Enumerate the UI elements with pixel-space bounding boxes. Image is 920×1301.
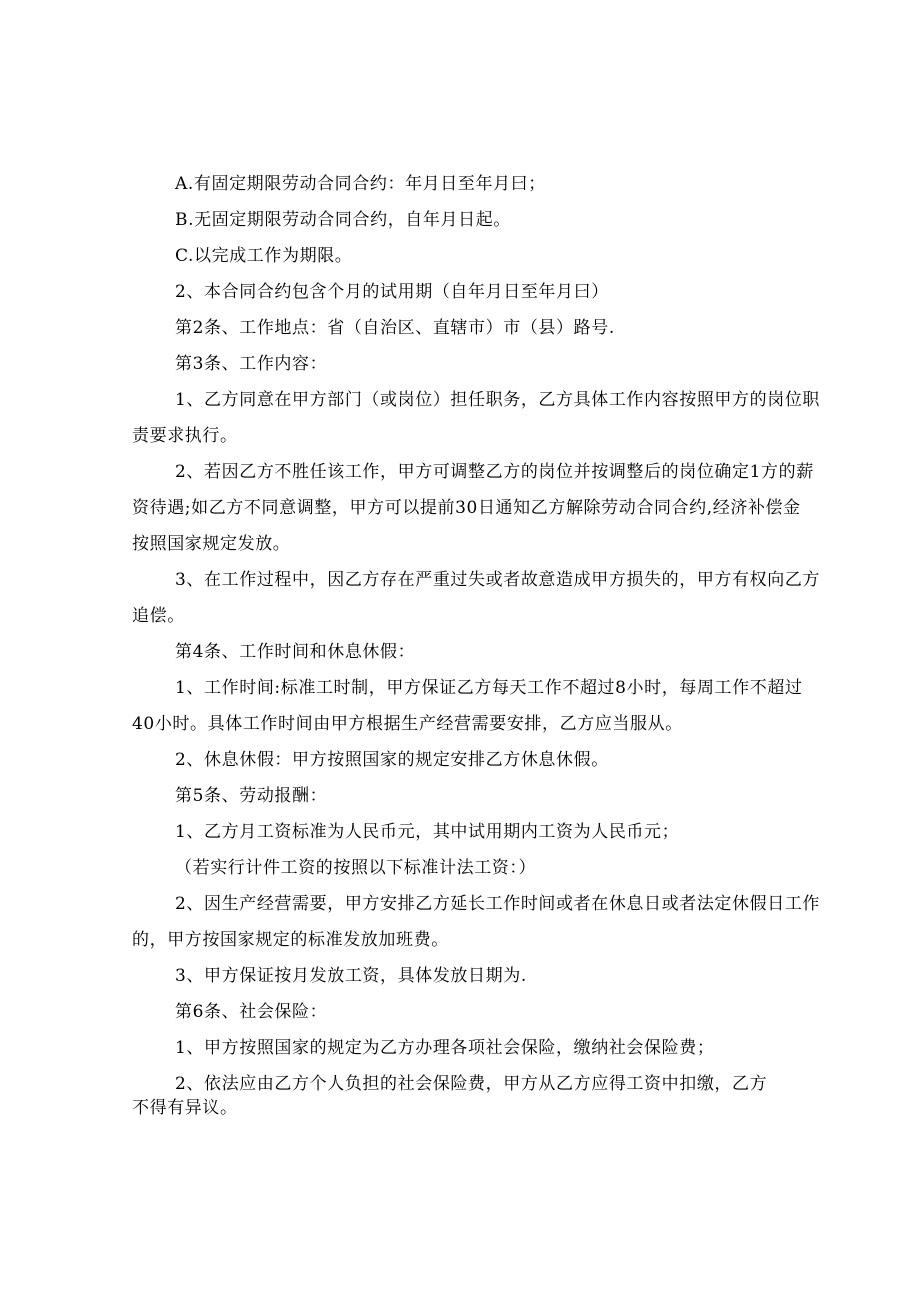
article-3-item-1: 1、乙方同意在甲方部门（或岗位）担任职务，乙方具体工作内容按照甲方的岗位职 xyxy=(175,390,821,410)
term-option-b: B.无固定期限劳动合同合约，自年月日起。 xyxy=(175,210,511,230)
article-5-item-2: 2、因生产经营需要，甲方安排乙方延长工作时间或者在休息日或者法定休假日工作 xyxy=(175,894,821,914)
article-6-item-2-cont: 不得有异议。 xyxy=(132,1098,238,1118)
article-6-item-2: 2、依法应由乙方个人负担的社会保险费，甲方从乙方应得工资中扣缴，乙方 xyxy=(175,1074,768,1094)
article-4-item-1-cont: 40小时。具体工作时间由甲方根据生产经营需要安排，乙方应当服从。 xyxy=(132,714,683,734)
article-5-item-1: 1、乙方月工资标准为人民币元，其中试用期内工资为人民币元； xyxy=(175,822,680,842)
article-5-item-2-cont: 的，甲方按国家规定的标准发放加班费。 xyxy=(132,930,449,950)
article-3-item-2-cont-2: 按照国家规定发放。 xyxy=(132,534,291,554)
article-3-item-3: 3、在工作过程中，因乙方存在严重过失或者故意造成甲方损失的，甲方有权向乙方 xyxy=(175,570,821,590)
article-2-heading: 第2条、工作地点：省（自治区、直辖市）市（县）路号. xyxy=(175,318,615,338)
term-option-c: C.以完成工作为期限。 xyxy=(175,246,353,266)
article-5-piecework-note: （若实行计件工资的按照以下标准计法工资：） xyxy=(175,858,537,878)
term-option-a: A.有固定期限劳动合同合约：年月日至年月曰； xyxy=(175,174,546,194)
article-3-item-2: 2、若因乙方不胜任该工作，甲方可调整乙方的岗位并按调整后的岗位确定1方的薪 xyxy=(175,462,814,482)
article-4-item-2: 2、休息休假：甲方按照国家的规定安排乙方休息休假。 xyxy=(175,750,609,770)
article-3-heading: 第3条、工作内容： xyxy=(175,354,328,374)
article-3-item-1-cont: 责要求执行。 xyxy=(132,426,238,446)
article-6-heading: 第6条、社会保险： xyxy=(175,1002,328,1022)
article-6-item-1: 1、甲方按照国家的规定为乙方办理各项社会保险，缴纳社会保险费； xyxy=(175,1038,715,1058)
article-4-heading: 第4条、工作时间和休息休假： xyxy=(175,642,416,662)
article-3-item-3-cont: 追偿。 xyxy=(132,606,185,626)
probation-clause: 2、本合同合约包含个月的试用期（自年月日至年月曰） xyxy=(175,282,609,302)
article-5-item-3: 3、甲方保证按月发放工资，具体发放日期为. xyxy=(175,966,527,986)
article-5-heading: 第5条、劳动报酬： xyxy=(175,786,328,806)
article-4-item-1: 1、工作时间:标准工时制，甲方保证乙方每天工作不超过8小时，每周工作不超过 xyxy=(175,678,803,698)
article-3-item-2-cont-1: 资待遇;如乙方不同意调整，甲方可以提前30日通知乙方解除劳动合同合约,经济补偿金 xyxy=(132,498,801,518)
